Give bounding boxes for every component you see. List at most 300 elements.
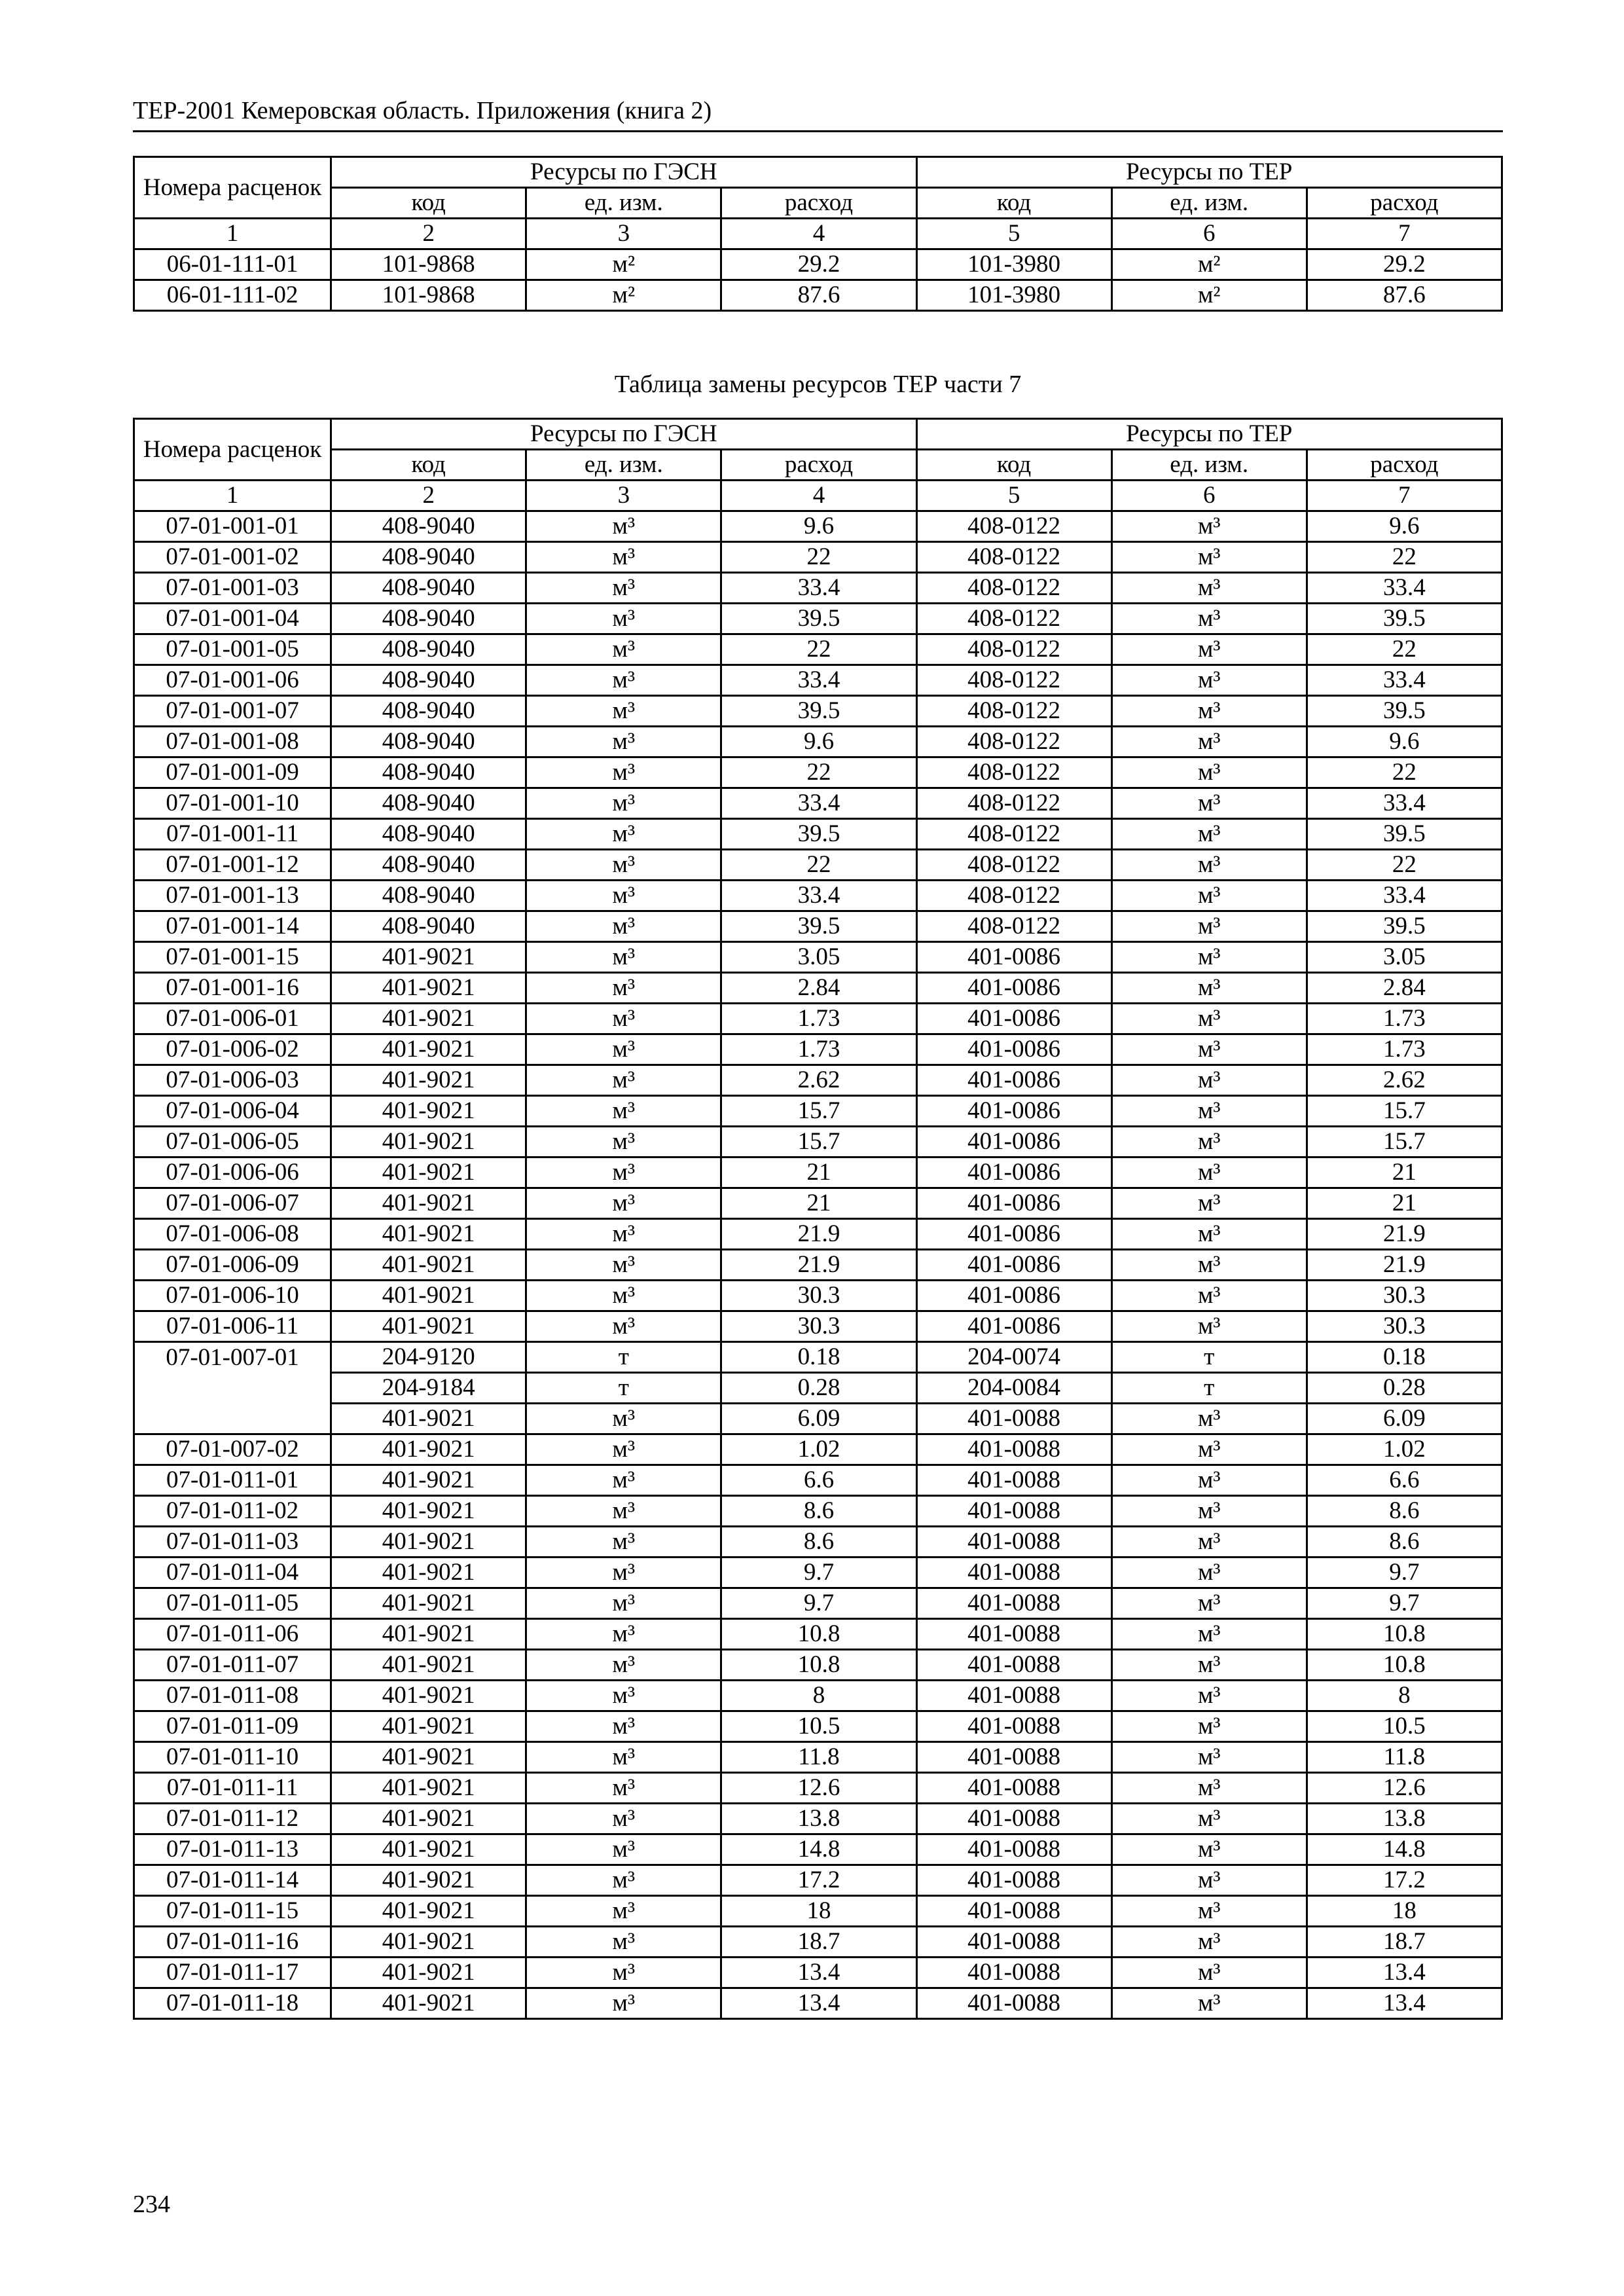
column-number: 7	[1307, 481, 1502, 511]
rate-number-cell: 07-01-001-05	[134, 634, 331, 665]
gesn-code-cell: 401-9021	[331, 1188, 526, 1219]
ter-unit-cell: м³	[1111, 1588, 1307, 1619]
gesn-consumption-cell: 21	[721, 1157, 916, 1188]
table-row	[134, 1773, 1502, 1804]
gesn-code-cell: 401-9021	[331, 1034, 526, 1065]
gesn-consumption-cell: 21.9	[721, 1250, 916, 1281]
rate-number-cell: 07-01-006-02	[134, 1034, 331, 1065]
ter-consumption-cell: 21.9	[1307, 1250, 1502, 1281]
gesn-code-cell: 204-9120	[331, 1342, 526, 1373]
gesn-consumption-cell: 0.28	[721, 1373, 916, 1404]
ter-consumption-cell: 10.8	[1307, 1619, 1502, 1650]
gesn-unit-cell: м³	[526, 942, 721, 973]
gesn-consumption-cell: 6.09	[721, 1404, 916, 1434]
rate-number-cell: 07-01-011-06	[134, 1619, 331, 1650]
gesn-unit-cell: м³	[526, 1834, 721, 1865]
ter-unit-cell: м³	[1111, 1157, 1307, 1188]
ter-consumption-cell: 1.73	[1307, 1034, 1502, 1065]
gesn-code-cell: 408-9040	[331, 850, 526, 881]
gesn-unit-cell: м³	[526, 1804, 721, 1834]
ter-unit-cell: м³	[1111, 1773, 1307, 1804]
rate-number-cell: 07-01-001-06	[134, 665, 331, 696]
column-number: 1	[134, 219, 331, 249]
ter-code-cell: 401-0086	[916, 942, 1111, 973]
ter-code-cell: 401-0088	[916, 1711, 1111, 1742]
rate-number-cell: 07-01-001-11	[134, 819, 331, 850]
gesn-code-cell: 408-9040	[331, 727, 526, 757]
ter-consumption-cell: 39.5	[1307, 696, 1502, 727]
ter-consumption-cell: 0.28	[1307, 1373, 1502, 1404]
gesn-consumption-cell: 9.6	[721, 511, 916, 542]
table-row	[134, 1588, 1502, 1619]
ter-unit-cell: м³	[1111, 511, 1307, 542]
ter-consumption-cell: 13.4	[1307, 1988, 1502, 2019]
gesn-unit-cell: м³	[526, 634, 721, 665]
gesn-code-cell: 401-9021	[331, 973, 526, 1004]
ter-code-cell: 401-0088	[916, 1865, 1111, 1896]
gesn-consumption-cell: 13.4	[721, 1958, 916, 1988]
ter-code-cell: 204-0074	[916, 1342, 1111, 1373]
gesn-unit-cell: м³	[526, 1404, 721, 1434]
gesn-code-cell: 401-9021	[331, 942, 526, 973]
ter-unit-cell: м²	[1111, 280, 1307, 311]
ter-consumption-cell: 15.7	[1307, 1127, 1502, 1157]
ter-code-cell: 401-0088	[916, 1834, 1111, 1865]
gesn-unit-cell: м³	[526, 727, 721, 757]
table-row	[134, 942, 1502, 973]
ter-consumption-cell: 3.05	[1307, 942, 1502, 973]
rate-number-cell: 07-01-001-13	[134, 881, 331, 911]
gesn-consumption-cell: 8	[721, 1681, 916, 1711]
ter-consumption-cell: 9.7	[1307, 1558, 1502, 1588]
ter-unit-cell: м³	[1111, 1742, 1307, 1773]
ter-consumption-cell: 22	[1307, 634, 1502, 665]
table-caption: Таблица замены ресурсов ТЕР части 7	[614, 371, 1022, 398]
rate-number-cell: 07-01-001-02	[134, 542, 331, 573]
gesn-unit-cell: м³	[526, 1958, 721, 1988]
gesn-code-cell: 401-9021	[331, 1896, 526, 1927]
gesn-unit-cell: м³	[526, 1188, 721, 1219]
table-row	[134, 1865, 1502, 1896]
table-row	[134, 1527, 1502, 1558]
header-ter-code: код	[916, 450, 1111, 481]
rate-number-cell: 07-01-001-15	[134, 942, 331, 973]
ter-consumption-cell: 10.8	[1307, 1650, 1502, 1681]
gesn-consumption-cell: 18	[721, 1896, 916, 1927]
rate-number-cell	[134, 1404, 331, 1434]
ter-code-cell: 408-0122	[916, 881, 1111, 911]
column-number: 2	[331, 481, 526, 511]
ter-code-cell: 401-0086	[916, 1157, 1111, 1188]
gesn-code-cell: 408-9040	[331, 665, 526, 696]
ter-consumption-cell: 21	[1307, 1157, 1502, 1188]
gesn-consumption-cell: 17.2	[721, 1865, 916, 1896]
gesn-unit-cell: м³	[526, 1681, 721, 1711]
ter-unit-cell: т	[1111, 1373, 1307, 1404]
ter-consumption-cell: 9.6	[1307, 727, 1502, 757]
rate-number-cell: 07-01-007-02	[134, 1434, 331, 1465]
gesn-code-cell: 401-9021	[331, 1127, 526, 1157]
gesn-consumption-cell: 22	[721, 850, 916, 881]
rate-number-cell: 07-01-011-14	[134, 1865, 331, 1896]
ter-consumption-cell: 9.6	[1307, 511, 1502, 542]
table-row	[134, 911, 1502, 942]
gesn-code-cell: 204-9184	[331, 1373, 526, 1404]
column-number: 5	[916, 481, 1111, 511]
table-row	[134, 1065, 1502, 1096]
ter-code-cell: 401-0088	[916, 1434, 1111, 1465]
header-ter-unit: ед. изм.	[1111, 450, 1307, 481]
gesn-consumption-cell: 87.6	[721, 280, 916, 311]
gesn-code-cell: 401-9021	[331, 1281, 526, 1311]
gesn-consumption-cell: 8.6	[721, 1527, 916, 1558]
gesn-consumption-cell: 13.4	[721, 1988, 916, 2019]
ter-consumption-cell: 39.5	[1307, 604, 1502, 634]
gesn-unit-cell: м³	[526, 604, 721, 634]
gesn-unit-cell: м³	[526, 1434, 721, 1465]
gesn-consumption-cell: 9.7	[721, 1558, 916, 1588]
gesn-consumption-cell: 22	[721, 542, 916, 573]
ter-code-cell: 401-0088	[916, 1558, 1111, 1588]
ter-unit-cell: м³	[1111, 1988, 1307, 2019]
gesn-code-cell: 401-9021	[331, 1496, 526, 1527]
header-ter-consumption: расход	[1307, 450, 1502, 481]
gesn-code-cell: 401-9021	[331, 1250, 526, 1281]
ter-code-cell: 401-0086	[916, 1311, 1111, 1342]
rate-number-cell: 07-01-011-02	[134, 1496, 331, 1527]
ter-consumption-cell: 39.5	[1307, 911, 1502, 942]
table-row	[134, 727, 1502, 757]
rate-number-cell: 07-01-001-14	[134, 911, 331, 942]
gesn-code-cell: 408-9040	[331, 696, 526, 727]
ter-unit-cell: м³	[1111, 1127, 1307, 1157]
ter-consumption-cell: 33.4	[1307, 788, 1502, 819]
gesn-consumption-cell: 2.84	[721, 973, 916, 1004]
table-row	[134, 788, 1502, 819]
ter-unit-cell: м³	[1111, 1804, 1307, 1834]
ter-unit-cell: м³	[1111, 819, 1307, 850]
gesn-code-cell: 401-9021	[331, 1742, 526, 1773]
gesn-consumption-cell: 1.02	[721, 1434, 916, 1465]
gesn-unit-cell: м³	[526, 1065, 721, 1096]
rate-number-cell: 07-01-011-04	[134, 1558, 331, 1588]
ter-code-cell: 408-0122	[916, 911, 1111, 942]
header-gesn-code: код	[331, 188, 526, 219]
rate-number-cell: 07-01-011-09	[134, 1711, 331, 1742]
running-header: ТЕР-2001 Кемеровская область. Приложения (книга 2)	[133, 97, 712, 124]
ter-code-cell: 408-0122	[916, 511, 1111, 542]
gesn-code-cell: 408-9040	[331, 573, 526, 604]
gesn-code-cell: 401-9021	[331, 1434, 526, 1465]
column-number: 4	[721, 481, 916, 511]
gesn-consumption-cell: 39.5	[721, 819, 916, 850]
ter-unit-cell: м³	[1111, 604, 1307, 634]
gesn-unit-cell: т	[526, 1342, 721, 1373]
gesn-unit-cell: м³	[526, 850, 721, 881]
ter-code-cell: 401-0088	[916, 1681, 1111, 1711]
gesn-unit-cell: м³	[526, 819, 721, 850]
ter-unit-cell: м³	[1111, 881, 1307, 911]
rate-number-cell: 07-01-006-01	[134, 1004, 331, 1034]
rate-number-cell: 07-01-011-01	[134, 1465, 331, 1496]
gesn-code-cell: 401-9021	[331, 1311, 526, 1342]
ter-code-cell: 401-0088	[916, 1465, 1111, 1496]
gesn-unit-cell: м³	[526, 1558, 721, 1588]
ter-code-cell: 401-0086	[916, 1004, 1111, 1034]
ter-code-cell: 401-0086	[916, 1281, 1111, 1311]
gesn-consumption-cell: 9.7	[721, 1588, 916, 1619]
ter-unit-cell: м³	[1111, 1219, 1307, 1250]
rate-number-cell: 07-01-011-03	[134, 1527, 331, 1558]
table-row	[134, 973, 1502, 1004]
rate-number-cell: 07-01-001-04	[134, 604, 331, 634]
gesn-consumption-cell: 11.8	[721, 1742, 916, 1773]
gesn-consumption-cell: 3.05	[721, 942, 916, 973]
header-gesn-consumption: расход	[721, 188, 916, 219]
gesn-code-cell: 401-9021	[331, 1527, 526, 1558]
table-row	[134, 696, 1502, 727]
ter-unit-cell: м³	[1111, 727, 1307, 757]
table-row	[134, 634, 1502, 665]
gesn-unit-cell: м³	[526, 1711, 721, 1742]
rate-number-cell: 07-01-001-16	[134, 973, 331, 1004]
column-number: 3	[526, 481, 721, 511]
gesn-unit-cell: м³	[526, 881, 721, 911]
table-row	[134, 850, 1502, 881]
header-gesn-consumption: расход	[721, 450, 916, 481]
table-row	[134, 1373, 1502, 1404]
ter-code-cell: 408-0122	[916, 727, 1111, 757]
rate-number-cell: 07-01-011-10	[134, 1742, 331, 1773]
ter-code-cell: 408-0122	[916, 850, 1111, 881]
gesn-unit-cell: м³	[526, 757, 721, 788]
table-row	[134, 1188, 1502, 1219]
gesn-consumption-cell: 29.2	[721, 249, 916, 280]
ter-consumption-cell: 9.7	[1307, 1588, 1502, 1619]
gesn-consumption-cell: 39.5	[721, 911, 916, 942]
ter-code-cell: 408-0122	[916, 542, 1111, 573]
rate-number-cell: 06-01-111-01	[134, 249, 331, 280]
gesn-consumption-cell: 33.4	[721, 573, 916, 604]
ter-consumption-cell: 8.6	[1307, 1527, 1502, 1558]
ter-unit-cell: т	[1111, 1342, 1307, 1373]
ter-unit-cell: м³	[1111, 850, 1307, 881]
gesn-code-cell: 401-9021	[331, 1773, 526, 1804]
ter-code-cell: 101-3980	[916, 280, 1111, 311]
gesn-consumption-cell: 39.5	[721, 696, 916, 727]
ter-unit-cell: м³	[1111, 1311, 1307, 1342]
column-number: 6	[1111, 481, 1307, 511]
gesn-unit-cell: м³	[526, 1588, 721, 1619]
gesn-unit-cell: м³	[526, 1157, 721, 1188]
ter-consumption-cell: 39.5	[1307, 819, 1502, 850]
rate-number-cell: 07-01-006-09	[134, 1250, 331, 1281]
rate-number-cell: 07-01-006-11	[134, 1311, 331, 1342]
table-row	[134, 604, 1502, 634]
table-row	[134, 757, 1502, 788]
gesn-unit-cell: м³	[526, 1034, 721, 1065]
rate-number-cell: 07-01-001-07	[134, 696, 331, 727]
gesn-code-cell: 408-9040	[331, 634, 526, 665]
gesn-unit-cell: м³	[526, 1219, 721, 1250]
gesn-code-cell: 101-9868	[331, 280, 526, 311]
ter-code-cell: 408-0122	[916, 634, 1111, 665]
ter-consumption-cell: 13.4	[1307, 1958, 1502, 1988]
table-row	[134, 1404, 1502, 1434]
ter-unit-cell: м³	[1111, 757, 1307, 788]
ter-consumption-cell: 33.4	[1307, 665, 1502, 696]
gesn-code-cell: 408-9040	[331, 542, 526, 573]
ter-code-cell: 401-0088	[916, 1927, 1111, 1958]
ter-code-cell: 408-0122	[916, 757, 1111, 788]
gesn-consumption-cell: 22	[721, 634, 916, 665]
gesn-unit-cell: м³	[526, 1650, 721, 1681]
header-rate-numbers: Номера расценок	[134, 419, 331, 481]
ter-unit-cell: м³	[1111, 1527, 1307, 1558]
ter-code-cell: 401-0088	[916, 1496, 1111, 1527]
table-row	[134, 542, 1502, 573]
gesn-unit-cell: м²	[526, 249, 721, 280]
gesn-consumption-cell: 33.4	[721, 665, 916, 696]
table-row	[134, 1496, 1502, 1527]
ter-consumption-cell: 87.6	[1307, 280, 1502, 311]
gesn-unit-cell: м³	[526, 696, 721, 727]
ter-unit-cell: м³	[1111, 1434, 1307, 1465]
resource-table-part7	[133, 418, 1503, 2020]
gesn-consumption-cell: 10.8	[721, 1619, 916, 1650]
ter-consumption-cell: 11.8	[1307, 1742, 1502, 1773]
gesn-unit-cell: м²	[526, 280, 721, 311]
ter-unit-cell: м³	[1111, 1496, 1307, 1527]
ter-code-cell: 401-0086	[916, 1219, 1111, 1250]
gesn-unit-cell: м³	[526, 1465, 721, 1496]
header-gesn-group: Ресурсы по ГЭСН	[331, 157, 916, 188]
ter-code-cell: 408-0122	[916, 573, 1111, 604]
gesn-unit-cell: м³	[526, 1619, 721, 1650]
ter-unit-cell: м³	[1111, 1927, 1307, 1958]
ter-unit-cell: м³	[1111, 1865, 1307, 1896]
gesn-code-cell: 408-9040	[331, 819, 526, 850]
ter-consumption-cell: 22	[1307, 850, 1502, 881]
ter-unit-cell: м³	[1111, 1096, 1307, 1127]
header-rule	[133, 130, 1503, 132]
ter-consumption-cell: 22	[1307, 542, 1502, 573]
ter-consumption-cell: 10.5	[1307, 1711, 1502, 1742]
gesn-consumption-cell: 18.7	[721, 1927, 916, 1958]
ter-unit-cell: м³	[1111, 1065, 1307, 1096]
header-gesn-code: код	[331, 450, 526, 481]
header-ter-group: Ресурсы по ТЕР	[916, 419, 1502, 450]
table-row	[134, 1927, 1502, 1958]
gesn-code-cell: 401-9021	[331, 1558, 526, 1588]
rate-number-cell: 07-01-006-04	[134, 1096, 331, 1127]
ter-unit-cell: м³	[1111, 911, 1307, 942]
rate-number-cell: 07-01-006-08	[134, 1219, 331, 1250]
column-number: 7	[1307, 219, 1502, 249]
ter-consumption-cell: 21	[1307, 1188, 1502, 1219]
gesn-code-cell: 408-9040	[331, 881, 526, 911]
ter-unit-cell: м³	[1111, 1281, 1307, 1311]
column-number: 3	[526, 219, 721, 249]
gesn-code-cell: 408-9040	[331, 511, 526, 542]
gesn-consumption-cell: 39.5	[721, 604, 916, 634]
table-row	[134, 1157, 1502, 1188]
rate-number-cell: 07-01-001-01	[134, 511, 331, 542]
table-row	[134, 1434, 1502, 1465]
ter-code-cell: 401-0086	[916, 1096, 1111, 1127]
ter-code-cell: 408-0122	[916, 819, 1111, 850]
ter-unit-cell: м³	[1111, 1619, 1307, 1650]
rate-number-cell: 07-01-006-05	[134, 1127, 331, 1157]
gesn-unit-cell: м³	[526, 1127, 721, 1157]
ter-unit-cell: м³	[1111, 1958, 1307, 1988]
table-row	[134, 1804, 1502, 1834]
gesn-code-cell: 401-9021	[331, 1157, 526, 1188]
ter-code-cell: 401-0086	[916, 1188, 1111, 1219]
table-row	[134, 1834, 1502, 1865]
header-gesn-unit: ед. изм.	[526, 188, 721, 219]
table-row	[134, 1711, 1502, 1742]
rate-number-cell: 07-01-011-12	[134, 1804, 331, 1834]
ter-code-cell: 408-0122	[916, 665, 1111, 696]
gesn-consumption-cell: 15.7	[721, 1096, 916, 1127]
rate-number-cell: 07-01-001-08	[134, 727, 331, 757]
ter-consumption-cell: 14.8	[1307, 1834, 1502, 1865]
gesn-unit-cell: м³	[526, 542, 721, 573]
gesn-consumption-cell: 15.7	[721, 1127, 916, 1157]
gesn-code-cell: 401-9021	[331, 1711, 526, 1742]
table-row	[134, 1650, 1502, 1681]
gesn-code-cell: 401-9021	[331, 1065, 526, 1096]
table-row	[134, 280, 1502, 311]
gesn-code-cell: 401-9021	[331, 1465, 526, 1496]
ter-code-cell: 401-0088	[916, 1588, 1111, 1619]
ter-code-cell: 401-0088	[916, 1527, 1111, 1558]
ter-unit-cell: м³	[1111, 665, 1307, 696]
gesn-unit-cell: м³	[526, 1896, 721, 1927]
ter-consumption-cell: 33.4	[1307, 881, 1502, 911]
table-body	[134, 511, 1502, 2019]
column-number: 6	[1111, 219, 1307, 249]
gesn-code-cell: 401-9021	[331, 1834, 526, 1865]
gesn-code-cell: 401-9021	[331, 1650, 526, 1681]
ter-consumption-cell: 1.73	[1307, 1004, 1502, 1034]
ter-unit-cell: м²	[1111, 249, 1307, 280]
gesn-code-cell: 401-9021	[331, 1681, 526, 1711]
ter-code-cell: 401-0088	[916, 1958, 1111, 1988]
table-row	[134, 1742, 1502, 1773]
ter-consumption-cell: 29.2	[1307, 249, 1502, 280]
ter-unit-cell: м³	[1111, 788, 1307, 819]
gesn-unit-cell: м³	[526, 1742, 721, 1773]
ter-unit-cell: м³	[1111, 1681, 1307, 1711]
table-row	[134, 511, 1502, 542]
rate-number-cell: 07-01-007-01	[134, 1342, 331, 1373]
ter-consumption-cell: 0.18	[1307, 1342, 1502, 1373]
column-number: 2	[331, 219, 526, 249]
rate-number-cell: 07-01-011-11	[134, 1773, 331, 1804]
column-number: 1	[134, 481, 331, 511]
ter-consumption-cell: 1.02	[1307, 1434, 1502, 1465]
rate-number-cell: 07-01-011-17	[134, 1958, 331, 1988]
gesn-unit-cell: м³	[526, 665, 721, 696]
gesn-code-cell: 408-9040	[331, 757, 526, 788]
table-row	[134, 665, 1502, 696]
gesn-unit-cell: м³	[526, 1496, 721, 1527]
rate-number-cell: 07-01-001-03	[134, 573, 331, 604]
rate-number-cell: 07-01-006-10	[134, 1281, 331, 1311]
table-row	[134, 819, 1502, 850]
